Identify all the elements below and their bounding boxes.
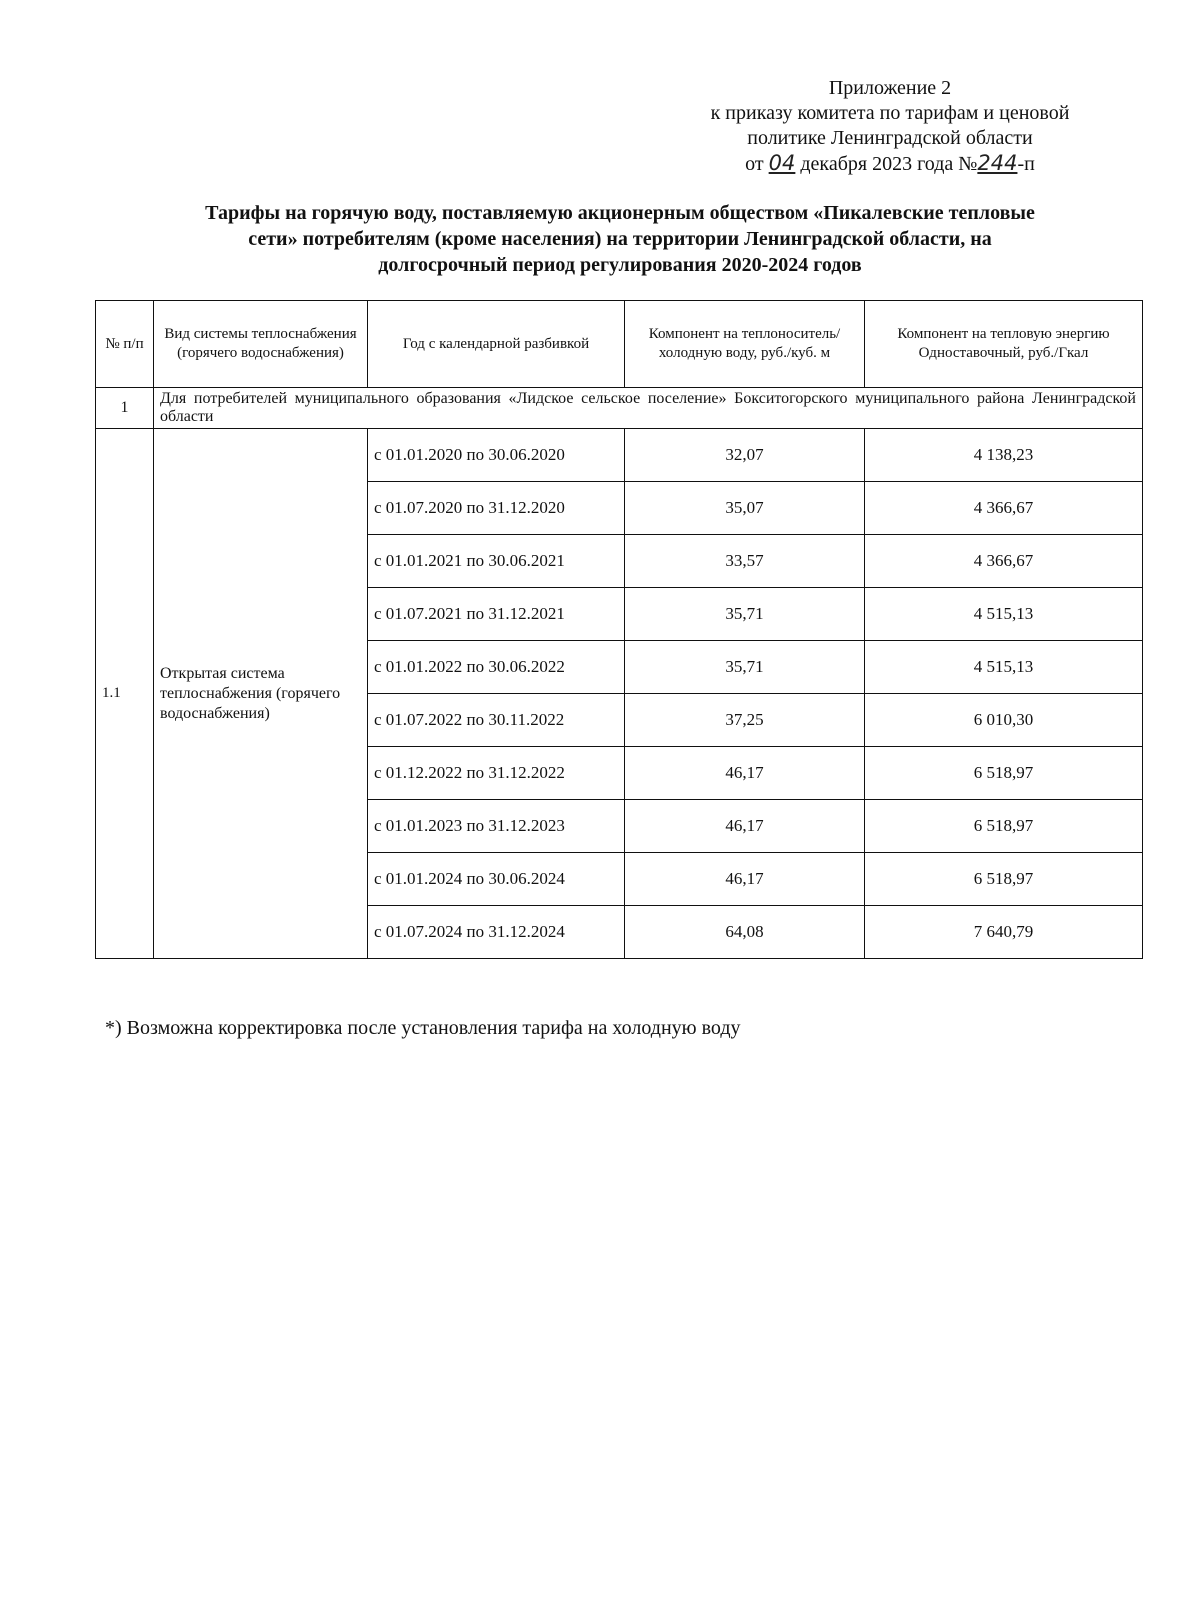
period-cell: с 01.07.2020 по 31.12.2020 — [368, 482, 625, 535]
period-cell: с 01.01.2024 по 30.06.2024 — [368, 853, 625, 906]
energy-value-cell: 4 515,13 — [865, 588, 1143, 641]
carrier-value-cell: 35,07 — [625, 482, 865, 535]
appendix-committee: политике Ленинградской области — [747, 127, 1033, 149]
system-type: Открытая система теплоснабжения (горячего водоснабжения) — [154, 429, 368, 959]
period-cell: с 01.12.2022 по 31.12.2022 — [368, 747, 625, 800]
sub-num: 1.1 — [96, 429, 154, 959]
appendix-date-line — [640, 151, 1140, 177]
group-num: 1 — [96, 388, 154, 429]
date-prefix: от — [745, 153, 764, 175]
group-row — [96, 388, 1143, 429]
period-cell: с 01.01.2023 по 31.12.2023 — [368, 800, 625, 853]
footnote: *) Возможна корректировка после установления тарифа на холодную воду — [105, 1017, 741, 1039]
tariff-table — [95, 300, 1143, 959]
handwritten-order-number: 244 — [977, 151, 1018, 175]
carrier-value-cell: 46,17 — [625, 800, 865, 853]
order-suffix: -п — [1017, 153, 1035, 175]
energy-value-cell: 6 010,30 — [865, 694, 1143, 747]
carrier-value-cell: 46,17 — [625, 747, 865, 800]
table-row — [96, 429, 1143, 482]
period-cell: с 01.07.2022 по 30.11.2022 — [368, 694, 625, 747]
table-header-row — [96, 301, 1143, 388]
date-middle: декабря 2023 года № — [800, 153, 978, 175]
energy-value-cell: 6 518,97 — [865, 800, 1143, 853]
carrier-value-cell: 35,71 — [625, 588, 865, 641]
period-cell: с 01.01.2022 по 30.06.2022 — [368, 641, 625, 694]
handwritten-day: 04 — [768, 151, 796, 175]
period-cell: с 01.07.2021 по 31.12.2021 — [368, 588, 625, 641]
carrier-value-cell: 46,17 — [625, 853, 865, 906]
period-cell: с 01.01.2020 по 30.06.2020 — [368, 429, 625, 482]
appendix-header — [640, 76, 1140, 177]
header-period: Год с календарной разбивкой — [368, 301, 625, 388]
header-num: № п/п — [96, 301, 154, 388]
carrier-value-cell: 37,25 — [625, 694, 865, 747]
carrier-value-cell: 32,07 — [625, 429, 865, 482]
appendix-label: Приложение 2 — [828, 77, 952, 99]
energy-value-cell: 4 366,67 — [865, 535, 1143, 588]
energy-value-cell: 4 515,13 — [865, 641, 1143, 694]
energy-value-cell: 4 366,67 — [865, 482, 1143, 535]
title-line-3: долгосрочный период регулирования 2020-2024 годов — [378, 254, 862, 276]
document-title — [100, 200, 1140, 278]
title-line-1: Тарифы на горячую воду, поставляемую акционерным обществом «Пикалевские тепловые — [205, 202, 1035, 224]
period-cell: с 01.01.2021 по 30.06.2021 — [368, 535, 625, 588]
carrier-value-cell: 64,08 — [625, 906, 865, 959]
title-line-2: сети» потребителям (кроме населения) на территории Ленинградской области, на — [248, 228, 992, 250]
period-cell: с 01.07.2024 по 31.12.2024 — [368, 906, 625, 959]
carrier-value-cell: 35,71 — [625, 641, 865, 694]
energy-value-cell: 4 138,23 — [865, 429, 1143, 482]
header-energy: Компонент на тепловую энергию Одноставочный, руб./Гкал — [865, 301, 1143, 388]
group-description: Для потребителей муниципального образования «Лидское сельское поселение» Бокситогорского муниципального района Ленинградской области — [154, 388, 1143, 429]
header-system: Вид системы теплоснабжения (горячего водоснабжения) — [154, 301, 368, 388]
energy-value-cell: 6 518,97 — [865, 853, 1143, 906]
carrier-value-cell: 33,57 — [625, 535, 865, 588]
header-carrier: Компонент на теплоноситель/холодную воду, руб./куб. м — [625, 301, 865, 388]
appendix-order-ref: к приказу комитета по тарифам и ценовой — [710, 102, 1070, 124]
energy-value-cell: 7 640,79 — [865, 906, 1143, 959]
energy-value-cell: 6 518,97 — [865, 747, 1143, 800]
